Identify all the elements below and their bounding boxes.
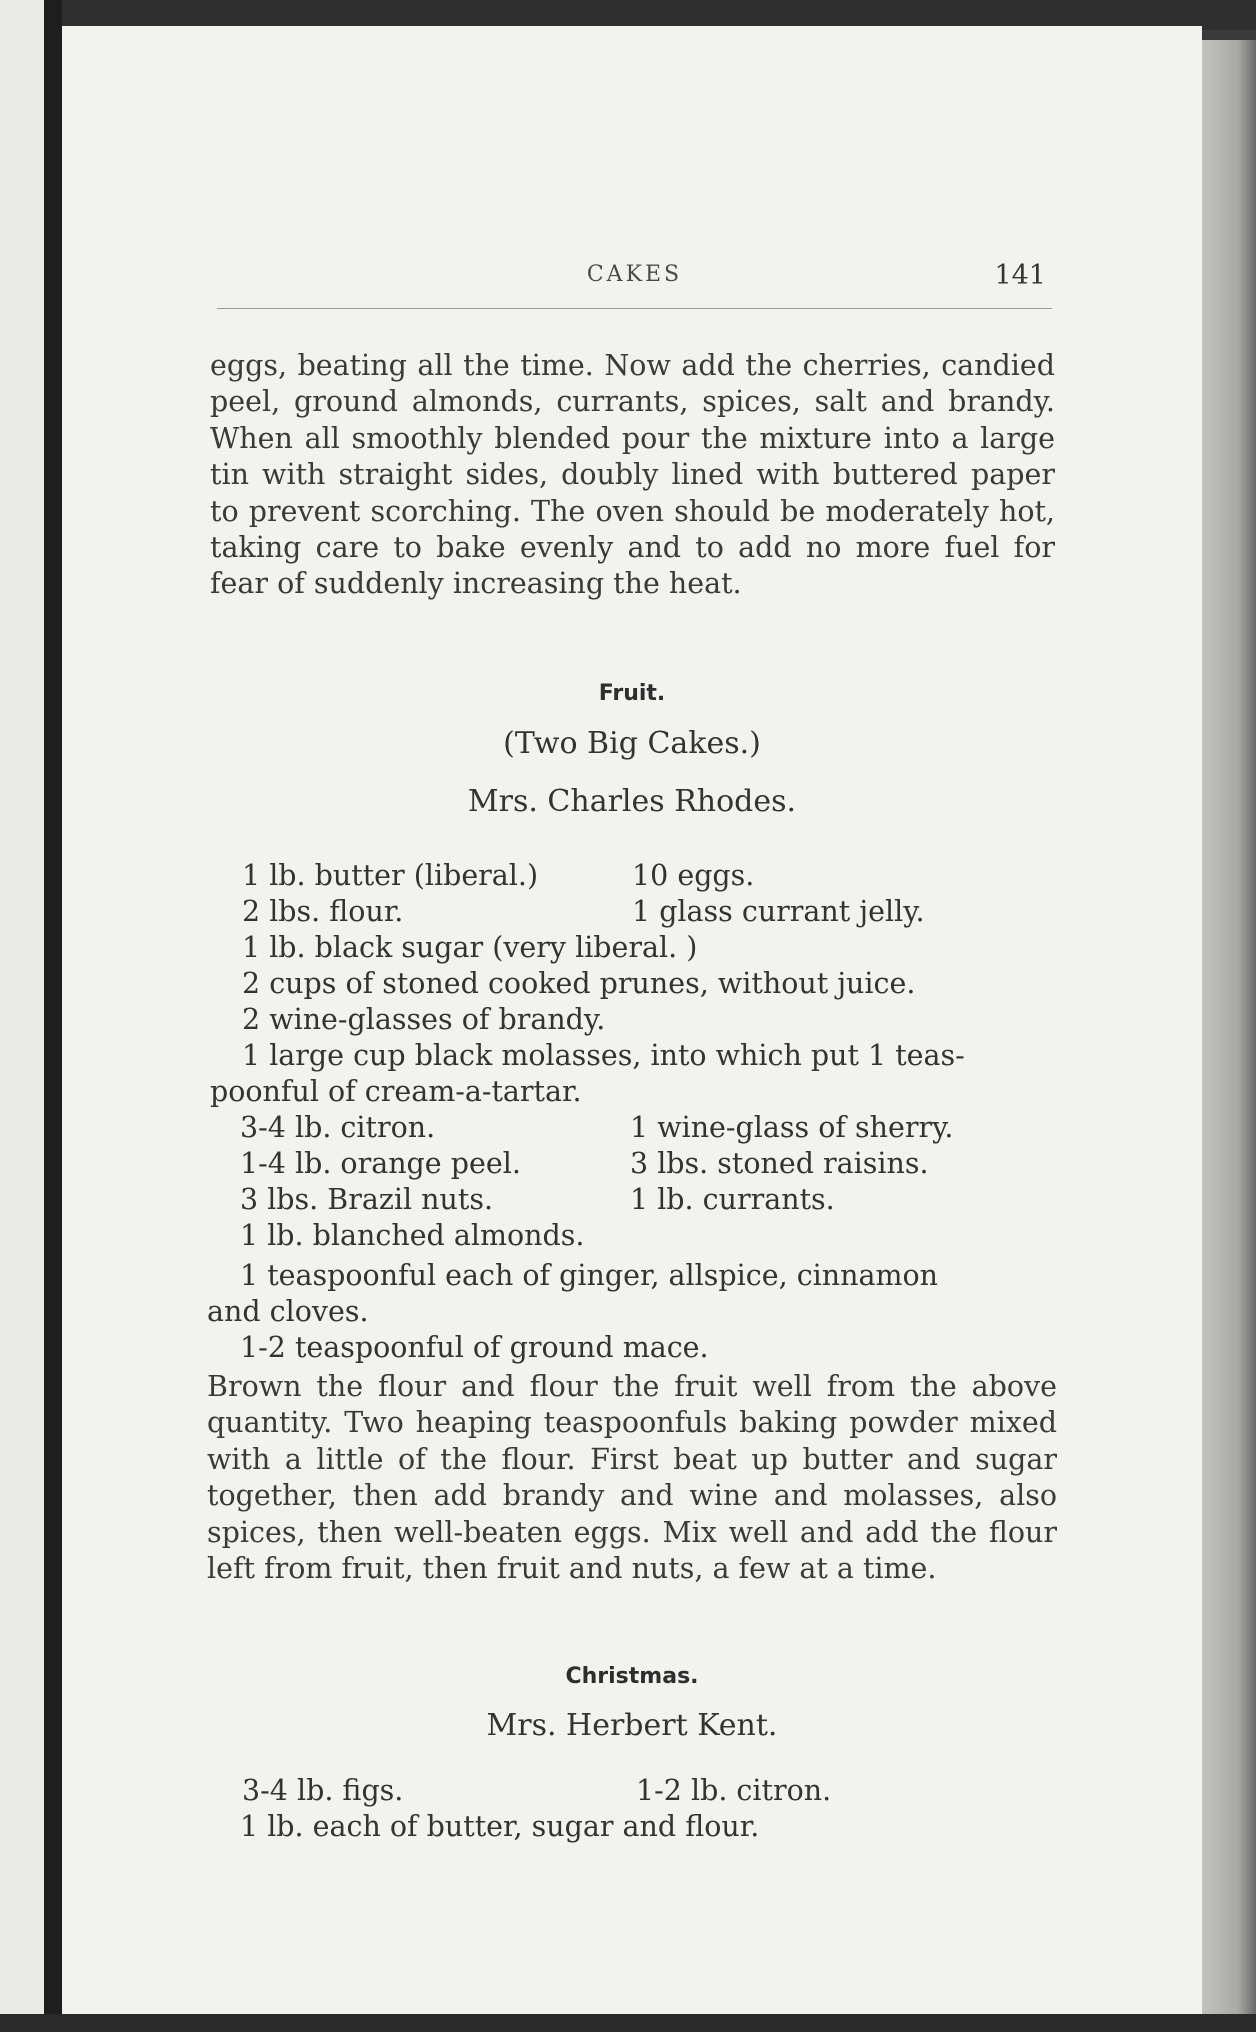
recipe-heading-christmas: Christmas. bbox=[565, 1664, 699, 1689]
ingredient-line: 3 lbs. stoned raisins. bbox=[630, 1147, 929, 1180]
ingredient-line: poonful of cream-a-tartar. bbox=[210, 1075, 582, 1108]
intro-paragraph: eggs, beating all the time. Now add the cherries, candied peel, ground almonds, currants, spices, salt and brandy. When all smoothly blended pour the mixture into a large tin with straight sides, doubly lined with buttered paper to prevent scorching. The oven should be moderately hot, taking care to bake evenly and to add no more fuel for fear of suddenly increasing the heat. bbox=[210, 349, 1055, 601]
ingredient-line: 2 cups of stoned cooked prunes, without juice. bbox=[242, 967, 916, 1000]
ingredient-line: 1 large cup black molasses, into which put 1 teas- bbox=[242, 1039, 965, 1072]
ingredient-line: 1 lb. blanched almonds. bbox=[240, 1219, 585, 1252]
ingredient-line: 1 lb. black sugar (very liberal. ) bbox=[242, 931, 698, 964]
running-header bbox=[217, 236, 1052, 309]
page-content bbox=[62, 26, 1202, 2014]
ingredient-line: 1-4 lb. orange peel. bbox=[240, 1147, 521, 1180]
ingredient-line: 1 lb. each of butter, sugar and flour. bbox=[240, 1810, 760, 1843]
ingredient-line: and cloves. bbox=[207, 1295, 369, 1328]
recipe-subtitle: (Two Big Cakes.) bbox=[503, 726, 761, 761]
ingredient-line: 2 wine-glasses of brandy. bbox=[242, 1003, 606, 1036]
ingredient-line: 1-2 teaspoonful of ground mace. bbox=[240, 1331, 709, 1364]
recipe-author: Mrs. Charles Rhodes. bbox=[467, 784, 797, 819]
running-header-title: CAKES bbox=[586, 262, 683, 287]
ingredient-line: 1 teaspoonful each of ginger, allspice, cinnamon bbox=[240, 1259, 939, 1292]
recipe-author: Mrs. Herbert Kent. bbox=[486, 1708, 778, 1743]
ingredient-line: 1-2 lb. citron. bbox=[636, 1774, 832, 1807]
ingredient-line: 3-4 lb. figs. bbox=[242, 1774, 404, 1807]
book-page bbox=[62, 26, 1202, 2014]
method-paragraph: Brown the flour and flour the fruit well from the above quantity. Two heaping teaspoonfuls baking powder mixed with a little of the flour. First beat up butter and sugar together, then add brandy and wine and molasses, also spices, then well-beaten eggs. Mix well and add the flour left from fruit, then fruit and nuts, a few at a time. bbox=[207, 1370, 1057, 1586]
ingredient-line: 1 wine-glass of sherry. bbox=[630, 1111, 954, 1144]
ingredient-line: 3-4 lb. citron. bbox=[240, 1111, 436, 1144]
ingredient-line: 3 lbs. Brazil nuts. bbox=[240, 1183, 494, 1216]
ingredient-line: 1 lb. currants. bbox=[630, 1183, 835, 1216]
page-number: 141 bbox=[994, 260, 1046, 291]
ingredient-line: 10 eggs. bbox=[632, 859, 755, 892]
ingredient-line: 2 lbs. flour. bbox=[242, 895, 404, 928]
ingredient-line: 1 lb. butter (liberal.) bbox=[242, 859, 539, 892]
recipe-heading-fruit: Fruit. bbox=[598, 681, 666, 706]
scan-border-bottom bbox=[0, 2014, 1256, 2032]
scan-border-left bbox=[0, 0, 62, 2032]
ingredient-line: 1 glass currant jelly. bbox=[632, 895, 925, 928]
